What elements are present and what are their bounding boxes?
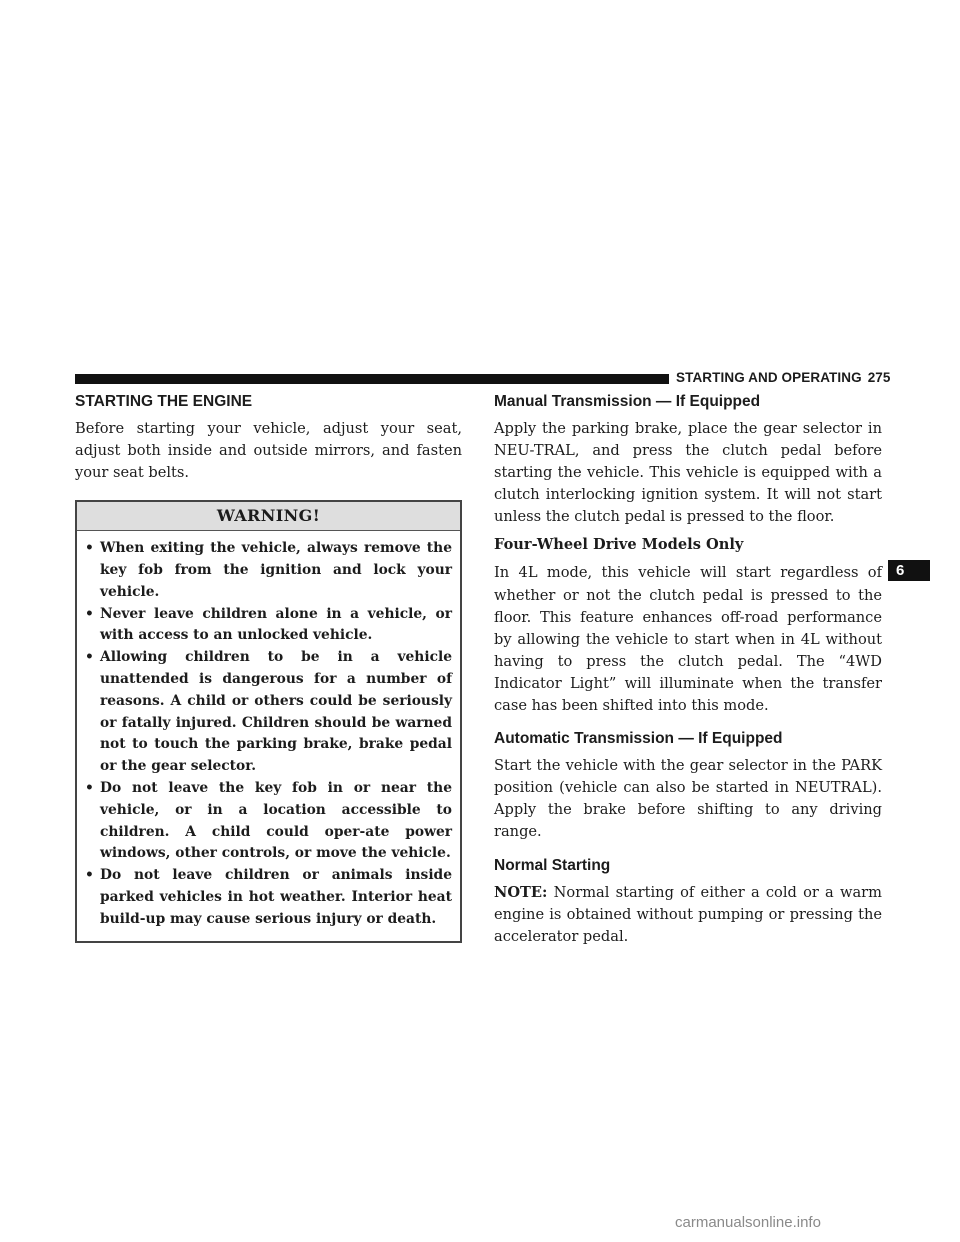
warning-item: • Allowing children to be in a vehicle unattended is dangerous for a number of reasons. A child or others could be seriously or fatally injured. Children should be warned not to touch the parking brake, brake pedal or the gear selector. [85, 649, 452, 775]
bullet-icon: • [85, 649, 94, 666]
warning-box [75, 500, 462, 942]
watermark: carmanualsonline.info [675, 1214, 821, 1231]
warning-item: • Never leave children alone in a vehicle, or with access to an unlocked vehicle. [85, 605, 452, 644]
automatic-transmission-paragraph: Start the vehicle with the gear selector in the PARK position (vehicle can also be started in NEUTRAL). Apply the brake before shifting to any driving range. [494, 757, 882, 841]
warning-title: WARNING! [77, 502, 460, 531]
four-wheel-drive-paragraph: In 4L mode, this vehicle will start regardless of whether or not the clutch pedal is pressed to the floor. This feature enhances off-road performance by allowing the vehicle to start when in 4L without having to press the clutch pedal. The “4WD Indicator Light” will illuminate when the transfer case has been shifted into this mode. [494, 564, 882, 715]
warning-item: • Do not leave the key fob in or near the vehicle, or in a location accessible to children. A child could oper-ate power windows, other controls, or move the vehicle. [85, 780, 452, 862]
chapter-tab: 6 [888, 560, 930, 581]
page-number: 275 [867, 370, 891, 385]
left-column [75, 392, 462, 943]
normal-starting-heading: Normal Starting [494, 856, 611, 874]
manual-transmission-paragraph: Apply the parking brake, place the gear selector in NEU-TRAL, and press the clutch pedal before starting the vehicle. This vehicle is equipped with a clutch interlocking ignition system. It will not start unless the clutch pedal is pressed to the floor. [494, 420, 882, 526]
note-paragraph [494, 882, 882, 948]
four-wheel-drive-subheading: Four-Wheel Drive Models Only [494, 536, 744, 554]
automatic-transmission-heading: Automatic Transmission — If Equipped [494, 730, 783, 748]
section-title: STARTING AND OPERATING [676, 370, 862, 385]
bullet-icon: • [85, 780, 94, 797]
bullet-icon: • [85, 867, 94, 884]
bullet-icon: • [85, 540, 94, 557]
note-label: NOTE: [494, 883, 548, 901]
right-column [494, 392, 882, 948]
warning-list [77, 531, 460, 940]
section-heading: STARTING THE ENGINE [75, 393, 253, 410]
intro-paragraph: Before starting your vehicle, adjust your seat, adjust both inside and outside mirrors, and fasten your seat belts. [75, 420, 462, 482]
note-text: Normal starting of either a cold or a warm engine is obtained without pumping or pressing the accelerator pedal. [494, 883, 882, 945]
manual-transmission-heading: Manual Transmission — If Equipped [494, 393, 761, 410]
header-rule [75, 374, 669, 384]
warning-item: • Do not leave children or animals inside parked vehicles in hot weather. Interior heat build-up may cause serious injury or death. [85, 867, 452, 927]
bullet-icon: • [85, 605, 94, 622]
running-header [676, 370, 891, 385]
warning-item: • When exiting the vehicle, always remove the key fob from the ignition and lock your vehicle. [85, 540, 452, 600]
